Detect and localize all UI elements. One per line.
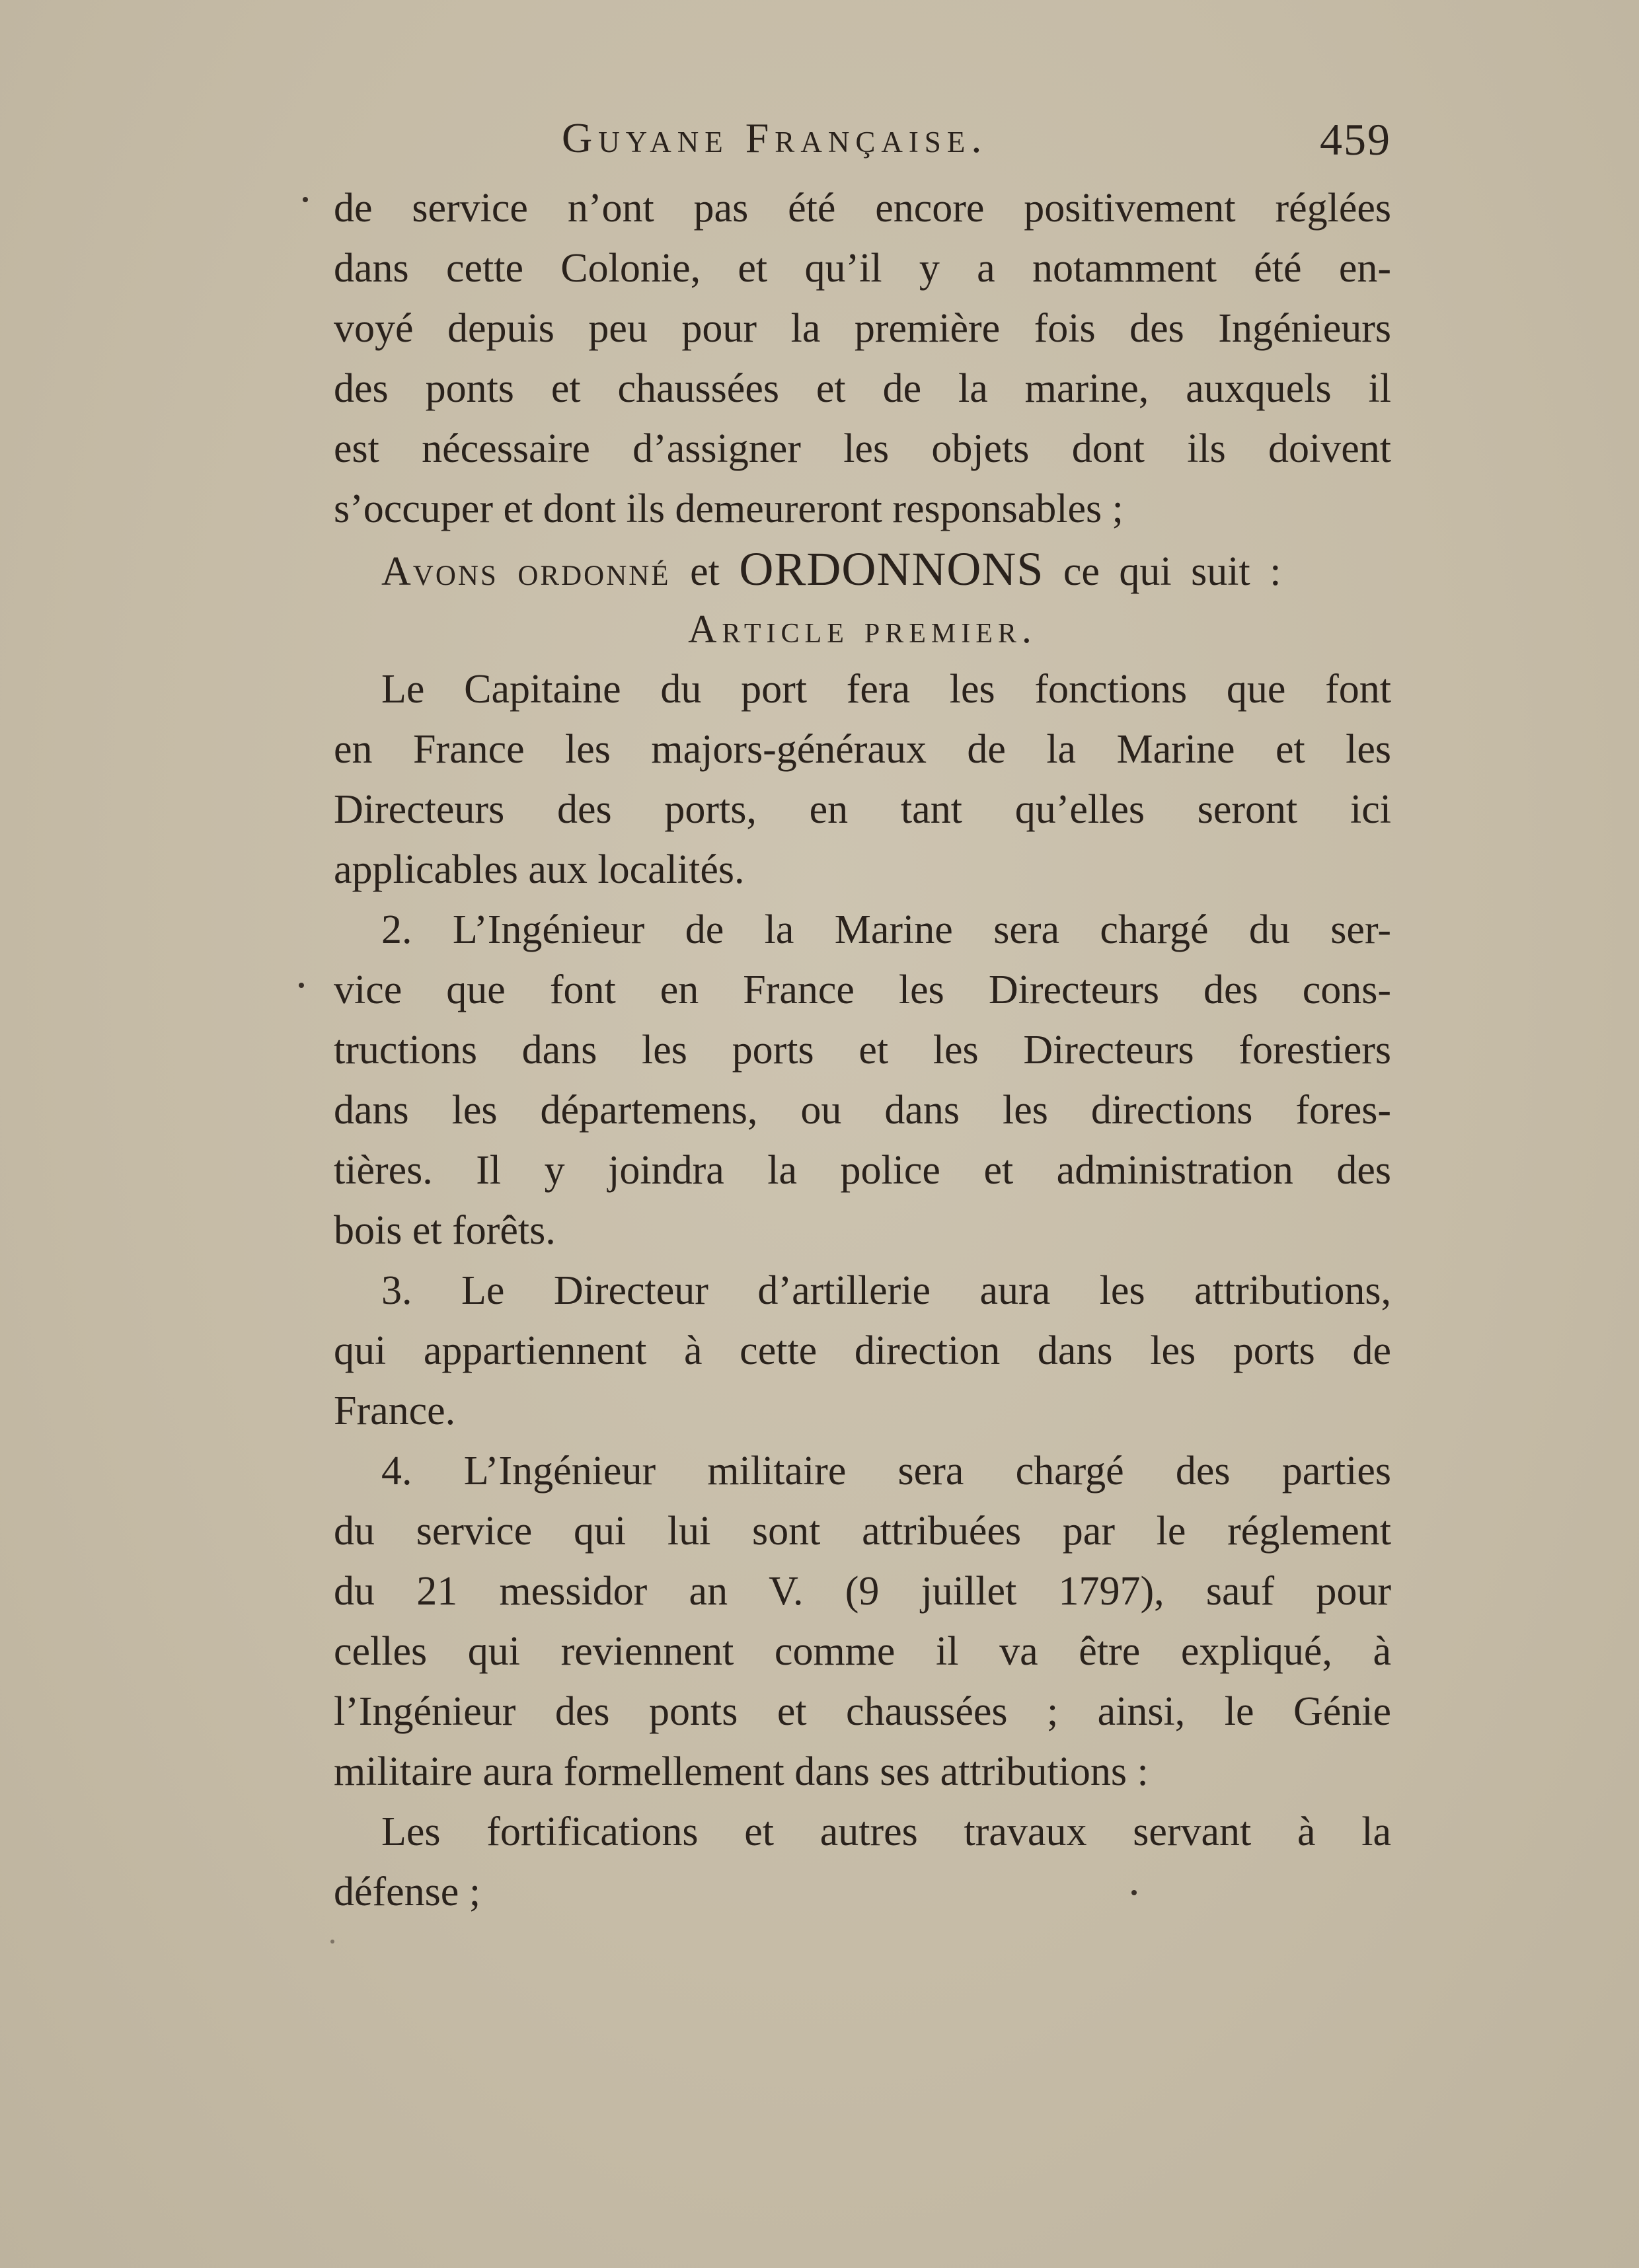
text-line: tructions dans les ports et les Directeurs forestiers <box>334 1028 1391 1073</box>
ordonne-et: et <box>690 549 720 594</box>
ordonnons-word: ORDONNONS <box>739 543 1044 595</box>
running-title: Guyane Française. <box>562 114 988 161</box>
text-line: des ponts et chaussées et de la marine, auxquels il <box>334 366 1391 411</box>
ordonne-rest: ce qui suit : <box>1063 549 1281 594</box>
paper-speck <box>303 197 308 202</box>
text-line: celles qui reviennent comme il va être expliqué, à <box>334 1629 1391 1674</box>
ordonne-word: ordonné <box>517 549 671 594</box>
text-line: Le Capitaine du port fera les fonctions que font <box>381 667 1391 712</box>
ordonnance-line <box>334 539 1391 599</box>
text-line: Directeurs des ports, en tant qu’elles seront ici <box>334 787 1391 832</box>
text-line: est nécessaire d’assigner les objets dont ils doivent <box>334 426 1391 471</box>
paper-speck <box>330 1940 334 1944</box>
text-line: militaire aura formellement dans ses attributions : <box>334 1749 1149 1794</box>
text-line: vice que font en France les Directeurs des cons- <box>334 967 1391 1012</box>
text-line: du service qui lui sont attribuées par le réglement <box>334 1509 1391 1554</box>
text-line: 2. L’Ingénieur de la Marine sera chargé du ser- <box>381 907 1391 952</box>
text-line: Les fortifications et autres travaux servant à la <box>381 1809 1391 1854</box>
text-line: 4. L’Ingénieur militaire sera chargé des parties <box>381 1449 1391 1493</box>
text-line: du 21 messidor an V. (9 juillet 1797), sauf pour <box>334 1569 1391 1614</box>
text-line: dans cette Colonie, et qu’il y a notamment été en- <box>334 246 1391 291</box>
text-line: l’Ingénieur des ponts et chaussées ; ainsi, le Génie <box>334 1689 1391 1734</box>
text-line: voyé depuis peu pour la première fois des Ingénieurs <box>334 306 1391 351</box>
text-line: en France les majors-généraux de la Marine et les <box>334 727 1391 772</box>
article-heading: Article premier. <box>688 607 1037 651</box>
paper-speck <box>299 983 304 988</box>
text-line: bois et forêts. <box>334 1208 556 1253</box>
text-line: défense ; <box>334 1870 481 1914</box>
text-line: tières. Il y joindra la police et administration des <box>334 1148 1391 1193</box>
ordonne-avons: Avons <box>381 549 498 594</box>
text-line: qui appartiennent à cette direction dans les ports de <box>334 1328 1391 1373</box>
text-line: dans les départemens, ou dans les directions fores- <box>334 1088 1391 1133</box>
text-line: de service n’ont pas été encore positivement réglées <box>334 186 1391 231</box>
text-line: applicables aux localités. <box>334 847 745 892</box>
page-number: 459 <box>1320 114 1391 165</box>
text-line: s’occuper et dont ils demeureront responsables ; <box>334 486 1124 531</box>
text-line: France. <box>334 1388 456 1433</box>
page-header <box>334 114 1391 173</box>
body-text <box>334 178 1391 1922</box>
paper-speck <box>1131 1890 1137 1895</box>
text-line: 3. Le Directeur d’artillerie aura les attributions, <box>381 1268 1391 1313</box>
